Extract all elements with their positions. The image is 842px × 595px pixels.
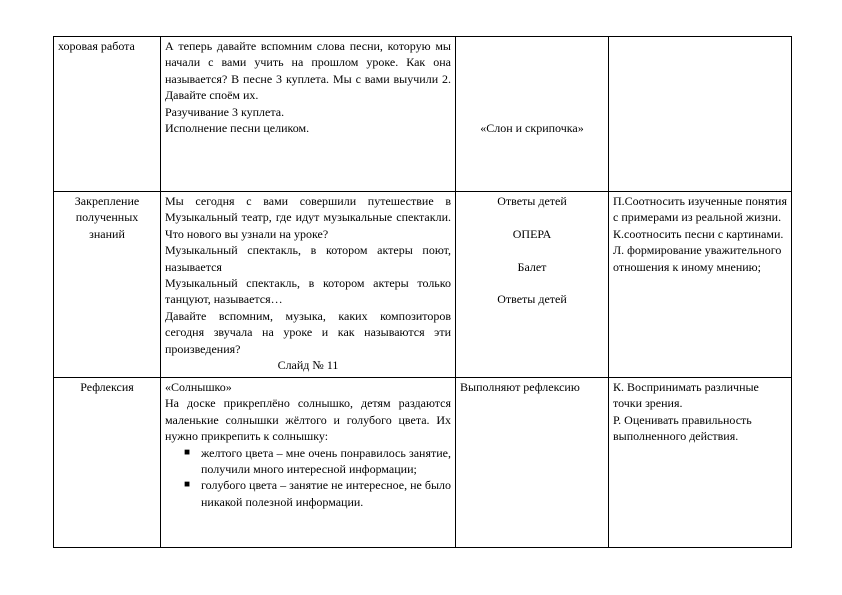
uud-cell bbox=[609, 192, 792, 378]
student-answer: Ответы детей bbox=[497, 292, 567, 307]
slide-label: Слайд № 11 bbox=[277, 358, 339, 373]
table-row bbox=[54, 192, 792, 378]
stage-label: Закрепление полученных знаний bbox=[74, 194, 140, 241]
lesson-plan-table bbox=[53, 36, 792, 548]
uud-text: П.Соотносить изученные понятия с примерами из реальной жизни. bbox=[613, 194, 787, 225]
teacher-text: А теперь давайте вспомним слова песни, которую мы начали с вами учить на прошлом уроке. Как она называется? В песне 3 куплета. Мы с вами выучили 2. Давайте споём их. bbox=[165, 39, 451, 103]
students-activity-cell bbox=[456, 37, 609, 192]
stage-cell bbox=[54, 378, 161, 548]
students-activity-cell bbox=[456, 378, 609, 548]
uud-cell bbox=[609, 378, 792, 548]
uud-text: К.соотносить песни с картинами. bbox=[613, 226, 784, 241]
teacher-activity-cell bbox=[161, 192, 456, 378]
bullet-list bbox=[165, 445, 451, 511]
table-row bbox=[54, 37, 792, 192]
students-activity-cell bbox=[456, 192, 609, 378]
student-answer: Ответы детей bbox=[497, 194, 567, 208]
stage-cell bbox=[54, 37, 161, 192]
teacher-text: Разучивание 3 куплета. bbox=[165, 104, 285, 119]
uud-text: Л. формирование уважительного отношения к иному мнению; bbox=[613, 243, 782, 274]
teacher-text: Мы сегодня с вами совершили путешествие в Музыкальный театр, где идут музыкальные спектакли. Что нового вы узнали на уроке? bbox=[165, 194, 451, 241]
bullet-square-icon: ■ bbox=[184, 479, 191, 491]
bullet-square-icon: ■ bbox=[184, 446, 191, 458]
stage-cell bbox=[54, 192, 161, 378]
song-title: «Слон и скрипочка» bbox=[480, 121, 584, 135]
uud-text: К. Воспринимать различные точки зрения. bbox=[613, 380, 759, 411]
teacher-text: Давайте вспомним, музыка, каких композиторов сегодня звучала на уроке и как называются эти произведения? bbox=[165, 308, 451, 356]
table-row bbox=[54, 378, 792, 548]
teacher-activity-cell bbox=[161, 37, 456, 192]
uud-cell bbox=[609, 37, 792, 192]
teacher-text: Музыкальный спектакль, в котором актеры поют, называется bbox=[165, 243, 451, 274]
teacher-text: На доске прикреплёно солнышко, детям раздаются маленькие солнышки жёлтого и голубого цвета. Их нужно прикрепить к солнышку: bbox=[165, 396, 451, 444]
uud-text: Р. Оценивать правильность выполненного действия. bbox=[613, 412, 752, 444]
teacher-text: Исполнение песни целиком. bbox=[165, 121, 310, 136]
list-item: ■ желтого цвета – мне очень понравилось занятие, получили много интересной информации; bbox=[184, 445, 451, 477]
stage-label: хоровая работа bbox=[58, 39, 135, 53]
teacher-text: Музыкальный спектакль, в котором актеры только танцуют, называется… bbox=[165, 276, 451, 307]
activity-title: «Солнышко» bbox=[165, 380, 232, 394]
teacher-activity-cell bbox=[161, 378, 456, 548]
list-item: ■ голубого цвета – занятие не интересное, не было никакой полезной информации. bbox=[184, 478, 451, 509]
stage-label: Рефлексия bbox=[80, 380, 134, 394]
student-answer: ОПЕРА bbox=[512, 226, 552, 241]
student-answer: Балет bbox=[517, 259, 547, 274]
student-answer: Выполняют рефлексию bbox=[460, 380, 580, 394]
